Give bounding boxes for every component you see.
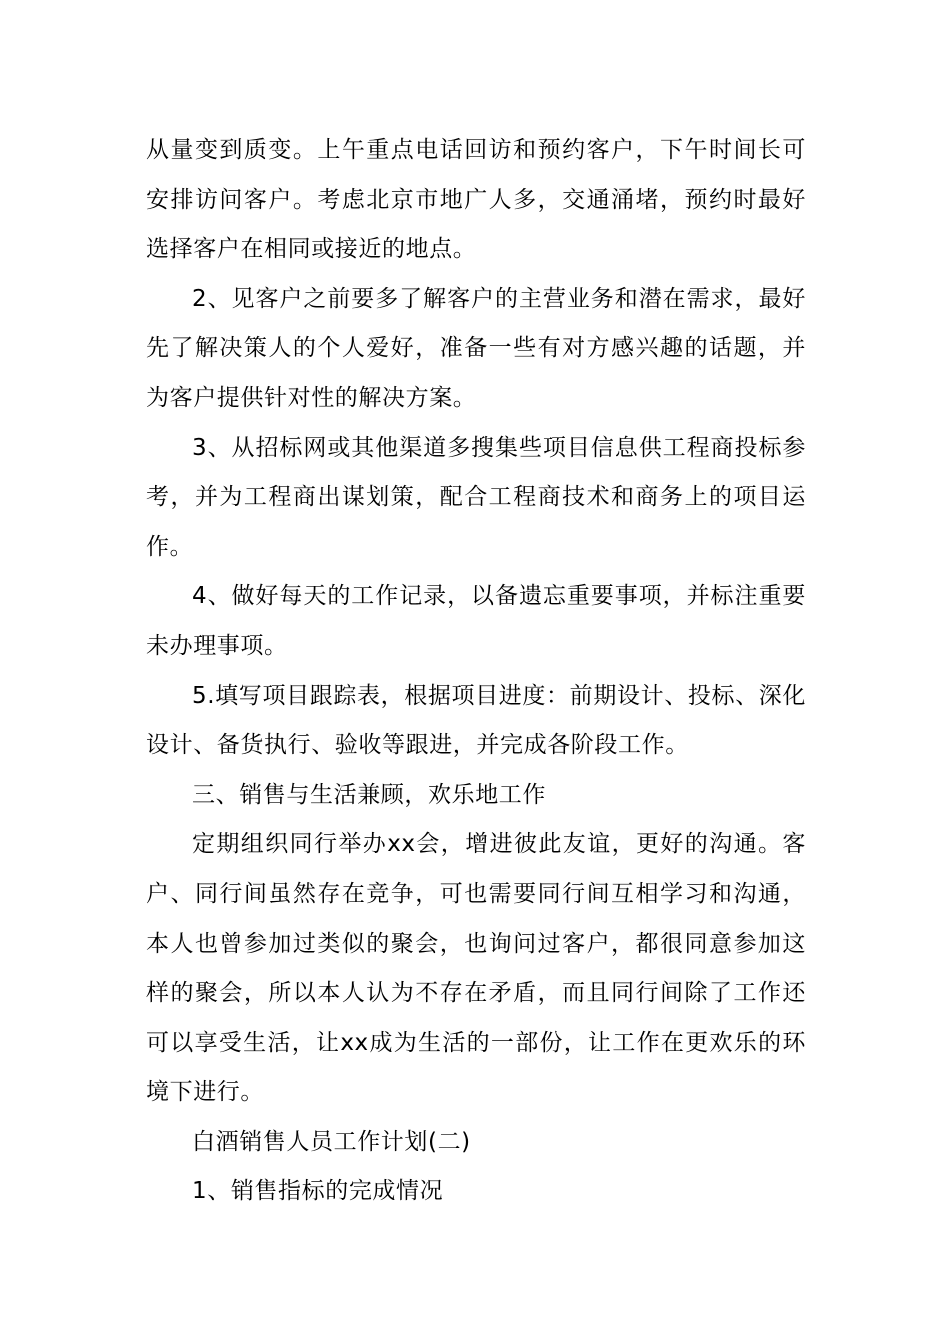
section-heading-3: 三、销售与生活兼顾，欢乐地工作 (192, 781, 546, 808)
paragraph-intro: 从量变到质变。上午重点电话回访和预约客户，下午时间长可安排访问客户。考虑北京市地广人多，交通涌堵，预约时最好选择客户在相同或接近的地点。 (146, 137, 806, 263)
section-heading-sales-targets: 1、销售指标的完成情况 (192, 1178, 444, 1205)
document-title-2: 白酒销售人员工作计划(二) (192, 1128, 471, 1155)
document-page (146, 126, 806, 1217)
paragraph-gathering: 定期组织同行举办xx会，增进彼此友谊，更好的沟通。客户、同行间虽然存在竞争，可也需要同行间互相学习和沟通，本人也曾参加过类似的聚会，也询问过客户，都很同意参加这样的聚会，所以本人认为不存在矛盾，而且同行间除了工作还可以享受生活，让xx成为生活的一部份，让工作在更欢乐的环境下进行。 (146, 831, 806, 1106)
paragraph-item-4: 4、做好每天的工作记录，以备遗忘重要事项，并标注重要未办理事项。 (146, 583, 806, 659)
paragraph-item-3: 3、从招标网或其他渠道多搜集些项目信息供工程商投标参考，并为工程商出谋划策，配合工程商技术和商务上的项目运作。 (146, 434, 806, 560)
paragraph-item-5: 5.填写项目跟踪表，根据项目进度：前期设计、投标、深化设计、备货执行、验收等跟进，并完成各阶段工作。 (146, 682, 806, 759)
paragraph-item-2: 2、见客户之前要多了解客户的主营业务和潜在需求，最好先了解决策人的个人爱好，准备一些有对方感兴趣的话题，并为客户提供针对性的解决方案。 (146, 285, 806, 411)
